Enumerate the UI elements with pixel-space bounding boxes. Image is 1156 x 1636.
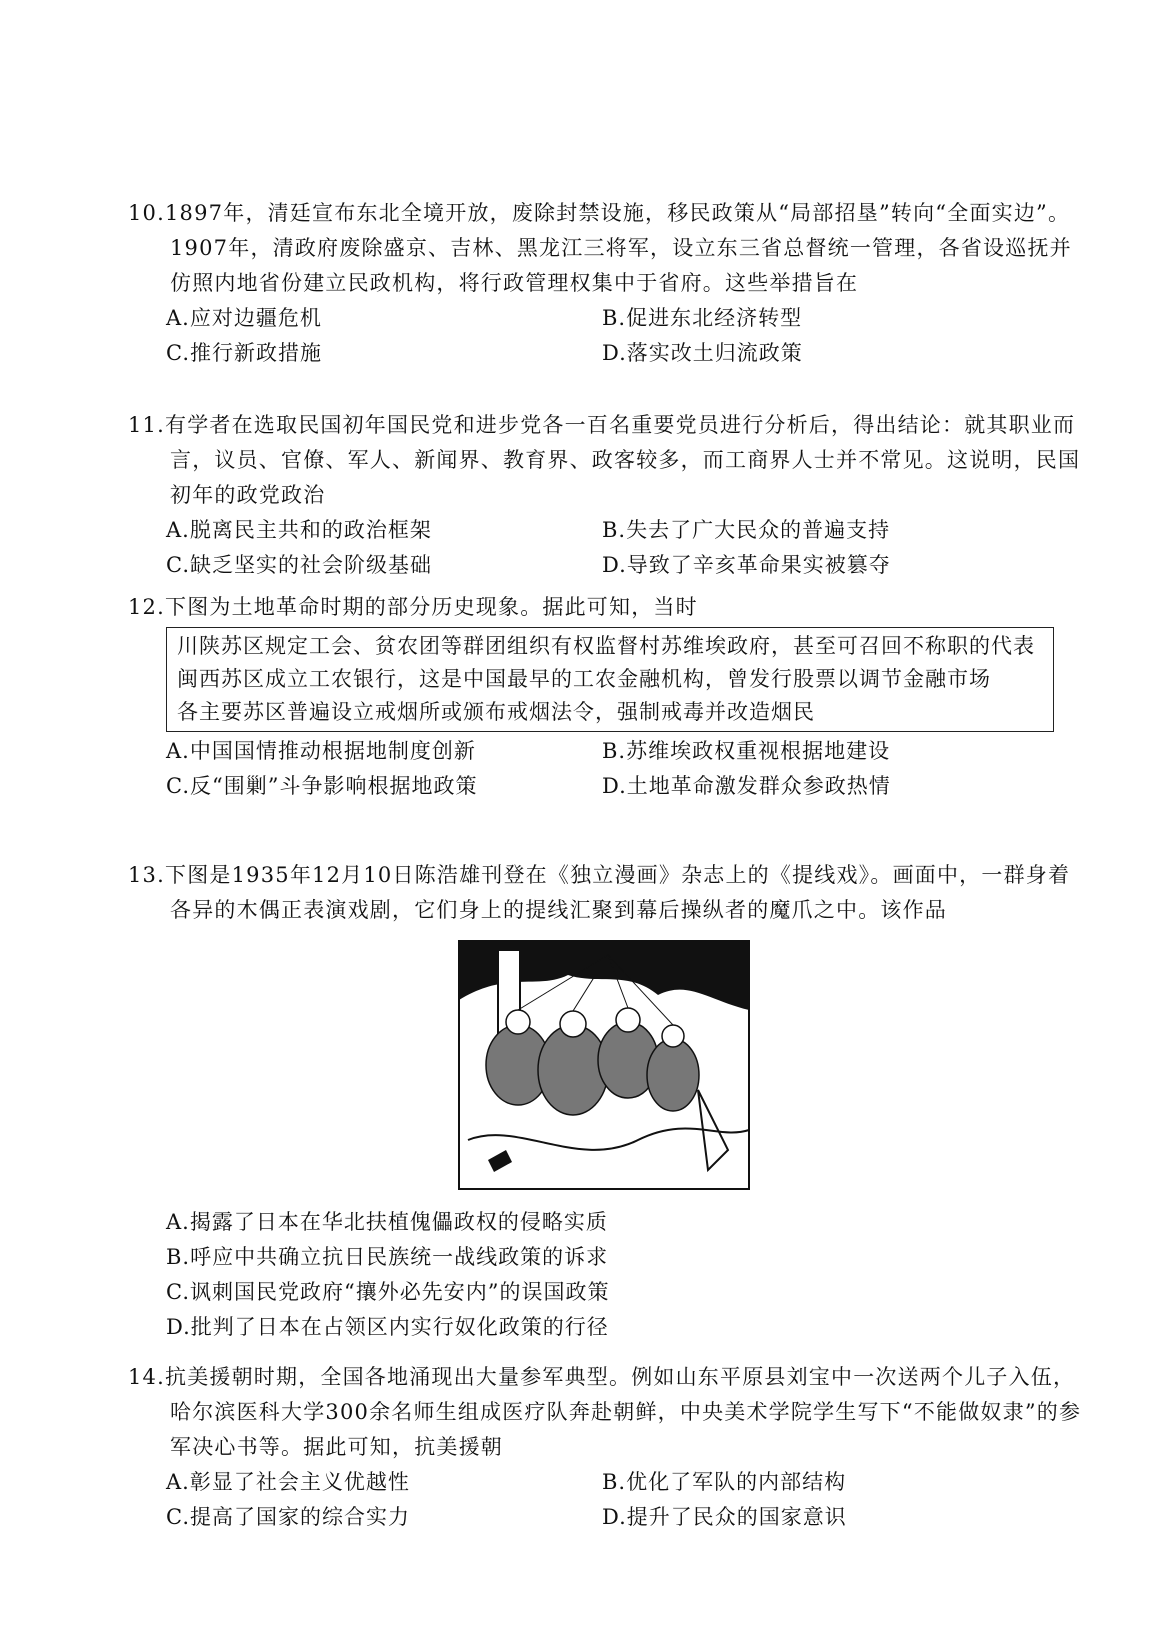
option-list bbox=[128, 301, 1088, 371]
material-line: 各主要苏区普遍设立戒烟所或颁布戒烟法令，强制戒毒并改造烟民 bbox=[177, 700, 815, 724]
option-d: D.提升了民众的国家意识 bbox=[602, 1505, 847, 1529]
option-a: A.中国国情推动根据地制度创新 bbox=[166, 739, 476, 763]
material-box bbox=[166, 627, 1054, 732]
option-list bbox=[128, 513, 1088, 583]
option-d: D.落实改土归流政策 bbox=[602, 341, 803, 365]
option-a: A.彰显了社会主义优越性 bbox=[166, 1470, 410, 1494]
option-d: D.土地革命激发群众参政热情 bbox=[602, 774, 891, 798]
option-c: C.讽刺国民党政府“攘外必先安内”的误国政策 bbox=[166, 1280, 610, 1304]
material-line: 川陕苏区规定工会、贫农团等群团组织有权监督村苏维埃政府，甚至可召回不称职的代表 bbox=[177, 634, 1035, 658]
option-b: B.苏维埃政权重视根据地建设 bbox=[602, 739, 891, 763]
option-a: A.揭露了日本在华北扶植傀儡政权的侵略实质 bbox=[166, 1210, 608, 1234]
question-stem: 10.1897年，清廷宣布东北全境开放，废除封禁设施，移民政策从“局部招垦”转向“全面实边”。1907年，清政府废除盛京、吉林、黑龙江三将军，设立东三省总督统一管理，各省设巡抚并仿照内地省份建立民政机构，将行政管理权集中于省府。这些举措旨在 bbox=[128, 201, 1072, 295]
option-list bbox=[128, 1205, 1088, 1345]
option-list bbox=[128, 734, 1088, 804]
option-b: B.呼应中共确立抗日民族统一战线政策的诉求 bbox=[166, 1245, 609, 1269]
question-stem: 11.有学者在选取民国初年国民党和进步党各一百名重要党员进行分析后，得出结论：就其职业而言，议员、官僚、军人、新闻界、教育界、政客较多，而工商界人士并不常见。这说明，民国初年的政党政治 bbox=[128, 413, 1081, 507]
question-12 bbox=[128, 590, 1088, 804]
option-c: C.推行新政措施 bbox=[166, 341, 322, 365]
option-d: D.导致了辛亥革命果实被篡夺 bbox=[602, 553, 891, 577]
option-b: B.促进东北经济转型 bbox=[602, 306, 803, 330]
question-14 bbox=[128, 1360, 1088, 1535]
option-c: C.缺乏坚实的社会阶级基础 bbox=[166, 553, 432, 577]
question-13 bbox=[128, 858, 1088, 1345]
option-a: A.脱离民主共和的政治框架 bbox=[166, 518, 432, 542]
question-10 bbox=[128, 196, 1088, 371]
question-stem: 13.下图是1935年12月10日陈浩雄刊登在《独立漫画》杂志上的《提线戏》。画面中，一群身着各异的木偶正表演戏剧，它们身上的提线汇聚到幕后操纵者的魔爪之中。该作品 bbox=[128, 863, 1071, 922]
question-11 bbox=[128, 408, 1088, 583]
material-line: 闽西苏区成立工农银行，这是中国最早的工农金融机构，曾发行股票以调节金融市场 bbox=[177, 667, 991, 691]
question-stem: 14.抗美援朝时期，全国各地涌现出大量参军典型。例如山东平原县刘宝中一次送两个儿子入伍，哈尔滨医科大学300余名师生组成医疗队奔赴朝鲜，中央美术学院学生写下“不能做奴隶”的参军决心书等。据此可知，抗美援朝 bbox=[128, 1365, 1082, 1459]
question-stem: 12.下图为土地革命时期的部分历史现象。据此可知，当时 bbox=[128, 595, 698, 619]
option-list bbox=[128, 1465, 1088, 1535]
option-b: B.优化了军队的内部结构 bbox=[602, 1470, 847, 1494]
option-b: B.失去了广大民众的普遍支持 bbox=[602, 518, 891, 542]
option-c: C.反“围剿”斗争影响根据地政策 bbox=[166, 774, 478, 798]
option-d: D.批判了日本在占领区内实行奴化政策的行径 bbox=[166, 1315, 609, 1339]
puppet-show-cartoon-image bbox=[458, 940, 750, 1190]
option-c: C.提高了国家的综合实力 bbox=[166, 1505, 410, 1529]
option-a: A.应对边疆危机 bbox=[166, 306, 322, 330]
